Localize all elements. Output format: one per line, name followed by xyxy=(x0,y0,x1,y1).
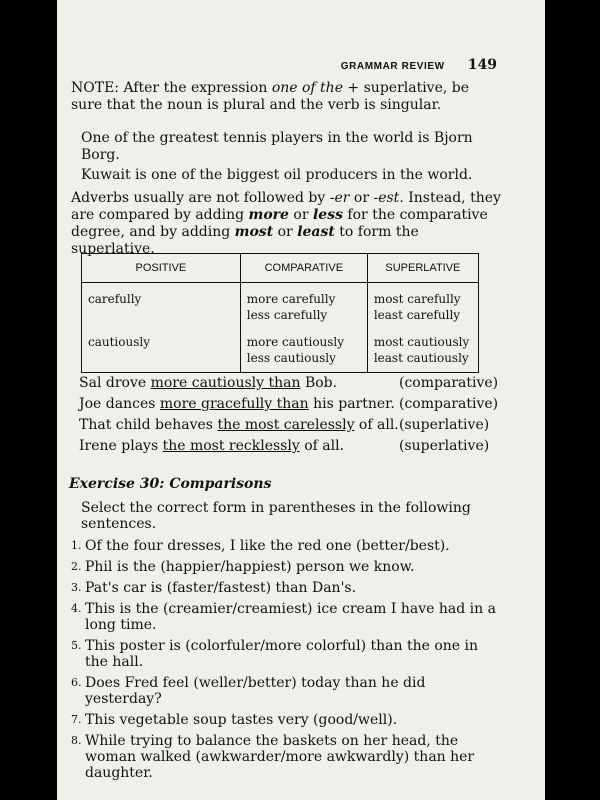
exercise-title: Exercise 30: Comparisons xyxy=(69,476,272,492)
page-number: 149 xyxy=(467,57,497,73)
note-paragraph: NOTE: After the expression one of the + superlative, be sure that the noun is plural and the verb is singular. xyxy=(71,80,470,113)
column-header: POSITIVE xyxy=(82,254,241,283)
list-item: That child behaves the most carelessly of all. (superlative) xyxy=(79,417,490,433)
exercise-instruction: Select the correct form in parentheses in the following sentences. xyxy=(81,500,471,532)
page-header xyxy=(57,54,497,73)
list-item: 4. This is the (creamier/creamiest) ice cream I have had in a long time. xyxy=(71,601,496,633)
column-header: COMPARATIVE xyxy=(240,254,367,283)
running-header: GRAMMAR REVIEW xyxy=(340,61,445,72)
example-sentences xyxy=(81,130,511,187)
list-item: 6. Does Fred feel (weller/better) today than he did yesterday? xyxy=(71,675,426,707)
list-item: 7. This vegetable soup tastes very (good/well). xyxy=(71,712,398,728)
list-item: 1. Of the four dresses, I like the red one (better/best). xyxy=(71,538,450,554)
exercise-items xyxy=(71,538,501,786)
list-item: Joe dances more gracefully than his partner. (comparative) xyxy=(79,396,499,412)
table-header-row xyxy=(82,254,479,283)
list-item: 5. This poster is (colorfuler/more colorful) than the one in the hall. xyxy=(71,638,479,670)
example-sentence: Kuwait is one of the biggest oil producers in the world. xyxy=(81,167,473,183)
list-item: 2. Phil is the (happier/happiest) person we know. xyxy=(71,559,415,575)
comparison-examples xyxy=(79,375,499,459)
list-item: Irene plays the most recklessly of all. (superlative) xyxy=(79,438,490,454)
comparison-table xyxy=(81,253,479,373)
column-header: SUPERLATIVE xyxy=(367,254,478,283)
list-item: 3. Pat's car is (faster/fastest) than Dan's. xyxy=(71,580,357,596)
book-page xyxy=(57,0,545,800)
list-item: 8. While trying to balance the baskets on her head, the woman walked (awkwarder/more awkwardly) than her daughter. xyxy=(71,733,475,781)
table-row: carefully more carefully less carefully most carefully least carefully xyxy=(82,283,479,327)
list-item: Sal drove more cautiously than Bob. (comparative) xyxy=(79,375,499,391)
example-sentence: One of the greatest tennis players in the world is Bjorn Borg. xyxy=(81,130,473,163)
adverbs-paragraph: Adverbs usually are not followed by -er or -est. Instead, they are compared by adding more or less for the comparative degree, and by adding most or least to form the superlative. xyxy=(71,190,501,257)
table-row: cautiously more cautiously less cautiously most cautiously least cautiously xyxy=(82,326,479,373)
